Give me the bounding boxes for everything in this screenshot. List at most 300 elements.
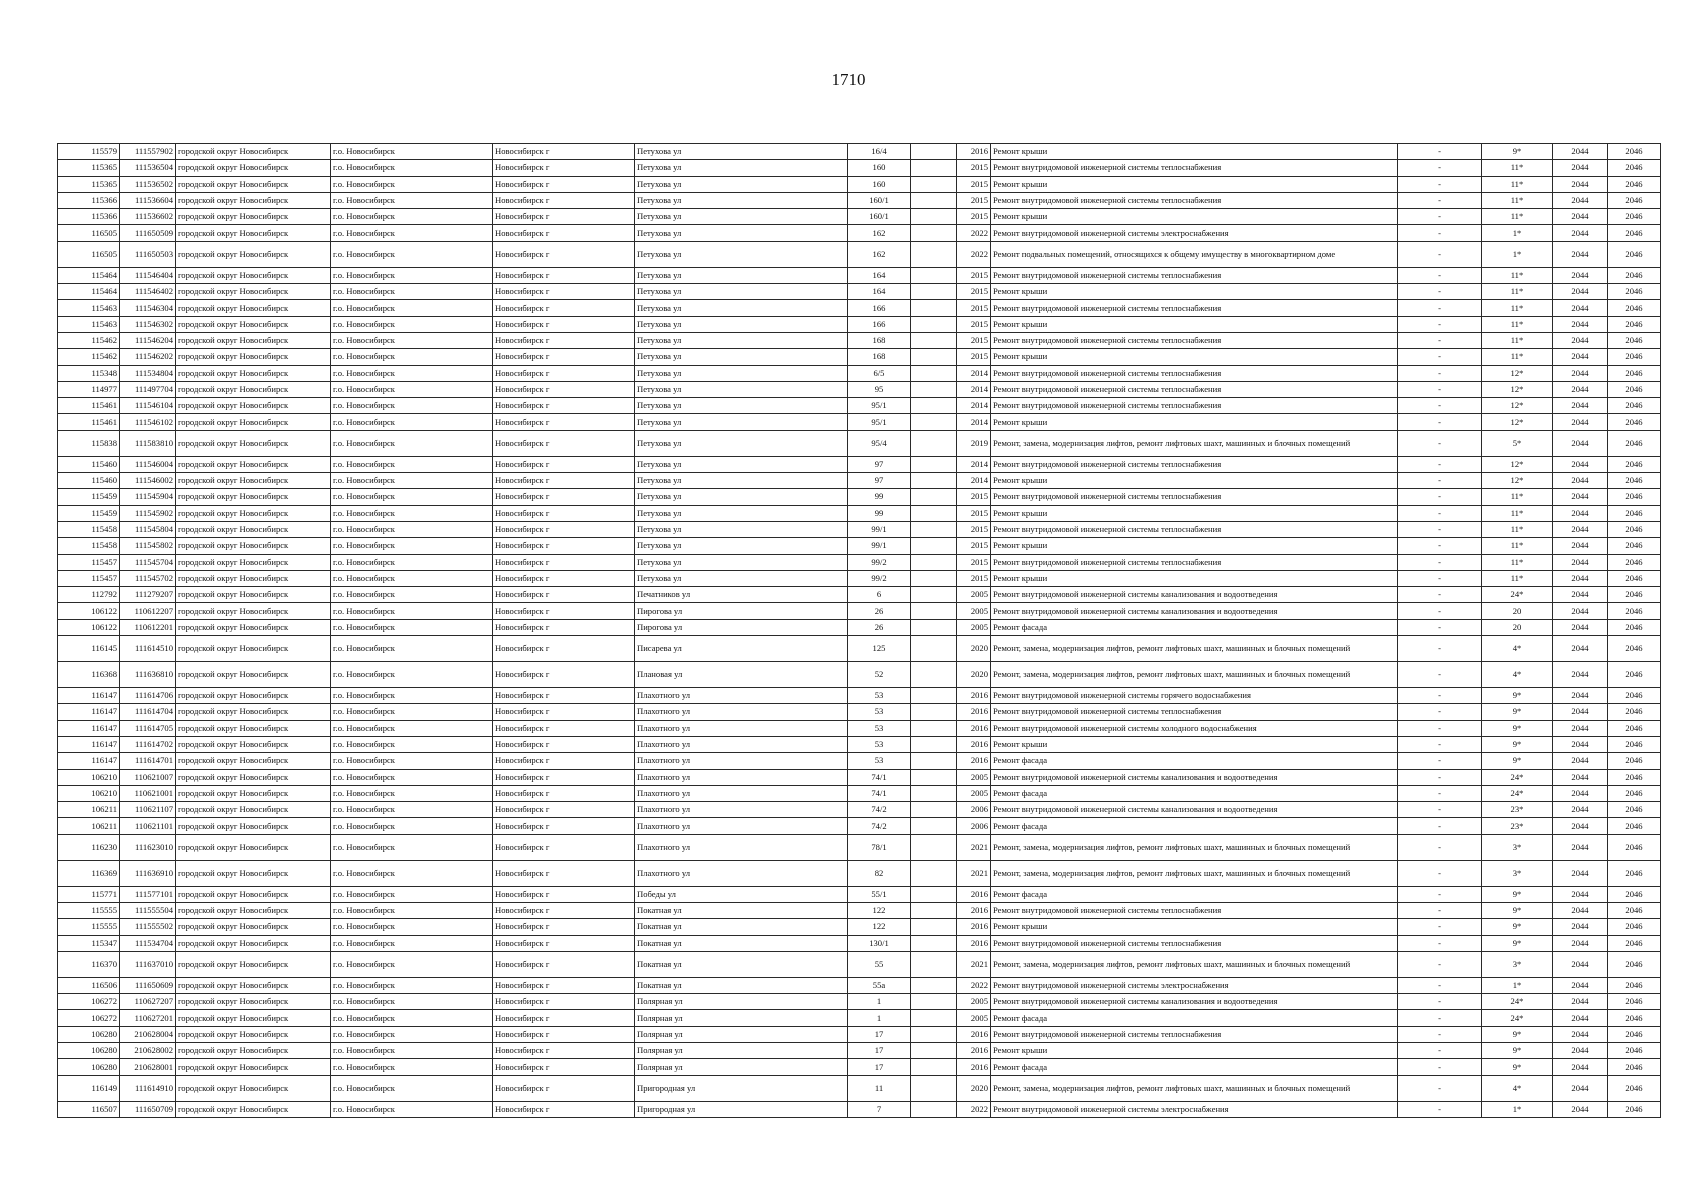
cell-street: Петухова ул <box>635 225 848 241</box>
cell-service-life: 3* <box>1482 951 1553 977</box>
cell-street: Полярная ул <box>635 1010 848 1026</box>
cell-plan-year-start: 2044 <box>1553 769 1608 785</box>
cell-year: 2022 <box>957 977 991 993</box>
cell-locality: Новосибирск г <box>493 1059 635 1075</box>
cell-cost: - <box>1398 300 1482 316</box>
cell-cost: - <box>1398 587 1482 603</box>
table-row <box>58 802 1661 818</box>
cell-work-type: Ремонт внутридомовой инженерной системы теплоснабжения <box>991 902 1398 918</box>
cell-plan-year-end: 2046 <box>1608 994 1661 1010</box>
cell-plan-year-end: 2046 <box>1608 802 1661 818</box>
cell-municipality: г.о. Новосибирск <box>331 176 493 192</box>
cell-house-id: 106122 <box>58 619 120 635</box>
cell-house-id: 116505 <box>58 241 120 267</box>
cell-plan-year-end: 2046 <box>1608 886 1661 902</box>
cell-service-life: 11* <box>1482 349 1553 365</box>
cell-building <box>911 720 957 736</box>
table-row <box>58 720 1661 736</box>
cell-house-id: 115771 <box>58 886 120 902</box>
cell-building <box>911 736 957 752</box>
cell-plan-year-start: 2044 <box>1553 994 1608 1010</box>
cell-building <box>911 977 957 993</box>
cell-municipality: г.о. Новосибирск <box>331 209 493 225</box>
cell-cost: - <box>1398 176 1482 192</box>
table-row <box>58 688 1661 704</box>
cell-plan-year-start: 2044 <box>1553 1059 1608 1075</box>
table-row <box>58 994 1661 1010</box>
cell-house-number: 82 <box>848 860 911 886</box>
cell-street: Петухова ул <box>635 521 848 537</box>
cell-municipality: г.о. Новосибирск <box>331 192 493 208</box>
cell-service-life: 11* <box>1482 521 1553 537</box>
cell-work-type: Ремонт, замена, модернизация лифтов, ремонт лифтовых шахт, машинных и блочных помещений <box>991 636 1398 662</box>
cell-service-life: 11* <box>1482 570 1553 586</box>
cell-municipality: г.о. Новосибирск <box>331 753 493 769</box>
cell-work-type: Ремонт, замена, модернизация лифтов, ремонт лифтовых шахт, машинных и блочных помещений <box>991 860 1398 886</box>
cell-plan-year-start: 2044 <box>1553 1075 1608 1101</box>
cell-plan-year-end: 2046 <box>1608 209 1661 225</box>
table-row <box>58 414 1661 430</box>
cell-service-life: 11* <box>1482 160 1553 176</box>
cell-street: Петухова ул <box>635 398 848 414</box>
cell-municipal-district: городской округ Новосибирск <box>176 1075 331 1101</box>
cell-year: 2015 <box>957 570 991 586</box>
cell-street: Петухова ул <box>635 505 848 521</box>
cell-municipality: г.о. Новосибирск <box>331 587 493 603</box>
cell-house-id: 116368 <box>58 662 120 688</box>
cell-locality: Новосибирск г <box>493 636 635 662</box>
cell-work-id: 110621007 <box>120 769 176 785</box>
cell-plan-year-start: 2044 <box>1553 144 1608 160</box>
cell-house-id: 106210 <box>58 769 120 785</box>
cell-house-number: 17 <box>848 1059 911 1075</box>
cell-building <box>911 414 957 430</box>
cell-plan-year-start: 2044 <box>1553 160 1608 176</box>
cell-street: Плахотного ул <box>635 834 848 860</box>
cell-house-id: 112792 <box>58 587 120 603</box>
cell-street: Плахотного ул <box>635 720 848 736</box>
cell-municipal-district: городской округ Новосибирск <box>176 802 331 818</box>
cell-work-id: 111583810 <box>120 430 176 456</box>
cell-work-id: 111636810 <box>120 662 176 688</box>
cell-year: 2022 <box>957 1101 991 1117</box>
cell-cost: - <box>1398 381 1482 397</box>
cell-plan-year-end: 2046 <box>1608 1010 1661 1026</box>
cell-municipality: г.о. Новосибирск <box>331 636 493 662</box>
cell-municipal-district: городской округ Новосибирск <box>176 300 331 316</box>
cell-building <box>911 860 957 886</box>
cell-house-number: 1 <box>848 1010 911 1026</box>
cell-building <box>911 267 957 283</box>
cell-locality: Новосибирск г <box>493 332 635 348</box>
cell-municipality: г.о. Новосибирск <box>331 1043 493 1059</box>
cell-cost: - <box>1398 192 1482 208</box>
cell-service-life: 9* <box>1482 902 1553 918</box>
cell-locality: Новосибирск г <box>493 456 635 472</box>
cell-house-id: 115460 <box>58 456 120 472</box>
cell-service-life: 9* <box>1482 935 1553 951</box>
cell-cost: - <box>1398 349 1482 365</box>
cell-locality: Новосибирск г <box>493 769 635 785</box>
cell-plan-year-start: 2044 <box>1553 554 1608 570</box>
cell-year: 2016 <box>957 935 991 951</box>
cell-municipality: г.о. Новосибирск <box>331 619 493 635</box>
cell-municipal-district: городской округ Новосибирск <box>176 316 331 332</box>
cell-house-number: 74/2 <box>848 802 911 818</box>
cell-locality: Новосибирск г <box>493 538 635 554</box>
cell-cost: - <box>1398 1010 1482 1026</box>
cell-plan-year-end: 2046 <box>1608 381 1661 397</box>
cell-locality: Новосибирск г <box>493 935 635 951</box>
cell-municipal-district: городской округ Новосибирск <box>176 176 331 192</box>
table-row <box>58 785 1661 801</box>
cell-work-type: Ремонт внутридомовой инженерной системы теплоснабжения <box>991 192 1398 208</box>
cell-municipality: г.о. Новосибирск <box>331 902 493 918</box>
cell-municipal-district: городской округ Новосибирск <box>176 951 331 977</box>
cell-municipality: г.о. Новосибирск <box>331 860 493 886</box>
cell-street: Петухова ул <box>635 570 848 586</box>
cell-year: 2021 <box>957 951 991 977</box>
cell-year: 2015 <box>957 332 991 348</box>
cell-house-number: 17 <box>848 1026 911 1042</box>
cell-work-type: Ремонт крыши <box>991 919 1398 935</box>
cell-work-type: Ремонт крыши <box>991 144 1398 160</box>
cell-year: 2016 <box>957 736 991 752</box>
cell-municipality: г.о. Новосибирск <box>331 398 493 414</box>
cell-service-life: 12* <box>1482 381 1553 397</box>
table-row <box>58 1059 1661 1075</box>
table-row <box>58 316 1661 332</box>
cell-work-type: Ремонт внутридомовой инженерной системы теплоснабжения <box>991 160 1398 176</box>
cell-house-number: 53 <box>848 720 911 736</box>
cell-plan-year-start: 2044 <box>1553 919 1608 935</box>
cell-municipality: г.о. Новосибирск <box>331 473 493 489</box>
cell-plan-year-end: 2046 <box>1608 349 1661 365</box>
cell-street: Петухова ул <box>635 538 848 554</box>
cell-work-type: Ремонт внутридомовой инженерной системы теплоснабжения <box>991 332 1398 348</box>
cell-house-id: 106211 <box>58 818 120 834</box>
cell-municipality: г.о. Новосибирск <box>331 736 493 752</box>
cell-house-number: 53 <box>848 688 911 704</box>
cell-plan-year-end: 2046 <box>1608 300 1661 316</box>
cell-service-life: 11* <box>1482 332 1553 348</box>
cell-service-life: 12* <box>1482 414 1553 430</box>
cell-cost: - <box>1398 241 1482 267</box>
cell-building <box>911 365 957 381</box>
cell-plan-year-end: 2046 <box>1608 267 1661 283</box>
cell-work-id: 111650509 <box>120 225 176 241</box>
cell-house-number: 17 <box>848 1043 911 1059</box>
table-row <box>58 1043 1661 1059</box>
cell-municipality: г.о. Новосибирск <box>331 720 493 736</box>
cell-plan-year-end: 2046 <box>1608 587 1661 603</box>
cell-work-type: Ремонт внутридомовой инженерной системы теплоснабжения <box>991 456 1398 472</box>
cell-work-type: Ремонт внутридомовой инженерной системы электроснабжения <box>991 225 1398 241</box>
cell-work-id: 111614704 <box>120 704 176 720</box>
cell-year: 2021 <box>957 834 991 860</box>
cell-cost: - <box>1398 160 1482 176</box>
cell-cost: - <box>1398 860 1482 886</box>
cell-locality: Новосибирск г <box>493 753 635 769</box>
cell-service-life: 11* <box>1482 505 1553 521</box>
table-row <box>58 473 1661 489</box>
cell-cost: - <box>1398 456 1482 472</box>
cell-work-id: 111279207 <box>120 587 176 603</box>
cell-house-id: 116147 <box>58 688 120 704</box>
cell-work-id: 111545702 <box>120 570 176 586</box>
cell-municipal-district: городской округ Новосибирск <box>176 704 331 720</box>
cell-house-id: 106272 <box>58 994 120 1010</box>
cell-year: 2016 <box>957 688 991 704</box>
cell-house-id: 115838 <box>58 430 120 456</box>
cell-building <box>911 785 957 801</box>
cell-cost: - <box>1398 1075 1482 1101</box>
cell-work-id: 111546302 <box>120 316 176 332</box>
cell-work-type: Ремонт фасада <box>991 753 1398 769</box>
cell-locality: Новосибирск г <box>493 587 635 603</box>
cell-service-life: 11* <box>1482 267 1553 283</box>
cell-locality: Новосибирск г <box>493 886 635 902</box>
table-row <box>58 489 1661 505</box>
cell-year: 2015 <box>957 192 991 208</box>
cell-plan-year-end: 2046 <box>1608 753 1661 769</box>
cell-house-id: 115463 <box>58 316 120 332</box>
cell-work-id: 111546102 <box>120 414 176 430</box>
cell-work-type: Ремонт крыши <box>991 538 1398 554</box>
cell-work-id: 111546202 <box>120 349 176 365</box>
cell-street: Писарева ул <box>635 636 848 662</box>
cell-plan-year-end: 2046 <box>1608 160 1661 176</box>
cell-locality: Новосибирск г <box>493 160 635 176</box>
cell-work-type: Ремонт внутридомовой инженерной системы электроснабжения <box>991 1101 1398 1117</box>
cell-municipal-district: городской округ Новосибирск <box>176 818 331 834</box>
cell-house-id: 115464 <box>58 267 120 283</box>
cell-work-id: 111557902 <box>120 144 176 160</box>
cell-service-life: 9* <box>1482 704 1553 720</box>
cell-house-id: 116147 <box>58 704 120 720</box>
cell-work-type: Ремонт внутридомовой инженерной системы теплоснабжения <box>991 267 1398 283</box>
cell-municipality: г.о. Новосибирск <box>331 704 493 720</box>
cell-work-type: Ремонт крыши <box>991 570 1398 586</box>
cell-year: 2015 <box>957 267 991 283</box>
cell-street: Плахотного ул <box>635 802 848 818</box>
cell-year: 2005 <box>957 785 991 801</box>
cell-street: Плахотного ул <box>635 688 848 704</box>
cell-plan-year-start: 2044 <box>1553 489 1608 505</box>
cell-locality: Новосибирск г <box>493 554 635 570</box>
cell-year: 2020 <box>957 636 991 662</box>
cell-house-number: 130/1 <box>848 935 911 951</box>
cell-service-life: 1* <box>1482 241 1553 267</box>
cell-house-id: 115462 <box>58 332 120 348</box>
cell-house-number: 125 <box>848 636 911 662</box>
cell-cost: - <box>1398 267 1482 283</box>
cell-year: 2016 <box>957 886 991 902</box>
cell-service-life: 11* <box>1482 316 1553 332</box>
cell-house-id: 115459 <box>58 505 120 521</box>
cell-house-id: 115461 <box>58 414 120 430</box>
cell-service-life: 23* <box>1482 818 1553 834</box>
cell-work-type: Ремонт фасада <box>991 886 1398 902</box>
cell-locality: Новосибирск г <box>493 430 635 456</box>
cell-plan-year-end: 2046 <box>1608 225 1661 241</box>
cell-service-life: 24* <box>1482 587 1553 603</box>
cell-plan-year-start: 2044 <box>1553 619 1608 635</box>
table-row <box>58 267 1661 283</box>
cell-municipal-district: городской округ Новосибирск <box>176 144 331 160</box>
table-row <box>58 902 1661 918</box>
cell-building <box>911 935 957 951</box>
cell-cost: - <box>1398 636 1482 662</box>
cell-work-id: 111534804 <box>120 365 176 381</box>
cell-house-number: 74/2 <box>848 818 911 834</box>
cell-locality: Новосибирск г <box>493 505 635 521</box>
cell-plan-year-end: 2046 <box>1608 603 1661 619</box>
cell-service-life: 24* <box>1482 785 1553 801</box>
cell-building <box>911 144 957 160</box>
cell-municipal-district: городской округ Новосибирск <box>176 505 331 521</box>
cell-plan-year-end: 2046 <box>1608 704 1661 720</box>
cell-plan-year-start: 2044 <box>1553 521 1608 537</box>
cell-house-number: 74/1 <box>848 785 911 801</box>
cell-cost: - <box>1398 1026 1482 1042</box>
cell-work-id: 111536604 <box>120 192 176 208</box>
cell-building <box>911 886 957 902</box>
cell-street: Плахотного ул <box>635 785 848 801</box>
cell-work-id: 111546104 <box>120 398 176 414</box>
cell-building <box>911 225 957 241</box>
table-row <box>58 603 1661 619</box>
cell-work-type: Ремонт внутридомовой инженерной системы теплоснабжения <box>991 704 1398 720</box>
cell-street: Плахотного ул <box>635 736 848 752</box>
table-row <box>58 1101 1661 1117</box>
table-row <box>58 935 1661 951</box>
cell-municipality: г.о. Новосибирск <box>331 802 493 818</box>
cell-building <box>911 381 957 397</box>
cell-cost: - <box>1398 332 1482 348</box>
cell-service-life: 9* <box>1482 720 1553 736</box>
cell-municipal-district: городской округ Новосибирск <box>176 241 331 267</box>
cell-building <box>911 769 957 785</box>
table-row <box>58 587 1661 603</box>
cell-house-id: 106280 <box>58 1043 120 1059</box>
cell-work-id: 110612207 <box>120 603 176 619</box>
cell-municipal-district: городской округ Новосибирск <box>176 603 331 619</box>
cell-building <box>911 587 957 603</box>
cell-service-life: 9* <box>1482 886 1553 902</box>
cell-house-id: 116505 <box>58 225 120 241</box>
cell-service-life: 11* <box>1482 300 1553 316</box>
cell-house-id: 115460 <box>58 473 120 489</box>
cell-street: Петухова ул <box>635 554 848 570</box>
cell-municipal-district: городской округ Новосибирск <box>176 902 331 918</box>
cell-municipality: г.о. Новосибирск <box>331 554 493 570</box>
cell-locality: Новосибирск г <box>493 603 635 619</box>
cell-locality: Новосибирск г <box>493 349 635 365</box>
cell-plan-year-start: 2044 <box>1553 570 1608 586</box>
cell-work-type: Ремонт внутридомовой инженерной системы горячего водоснабжения <box>991 688 1398 704</box>
table-row <box>58 886 1661 902</box>
cell-plan-year-start: 2044 <box>1553 316 1608 332</box>
cell-service-life: 23* <box>1482 802 1553 818</box>
cell-municipal-district: городской округ Новосибирск <box>176 365 331 381</box>
cell-year: 2014 <box>957 381 991 397</box>
cell-cost: - <box>1398 570 1482 586</box>
capital-repair-table <box>57 143 1661 1118</box>
cell-cost: - <box>1398 834 1482 860</box>
table-row <box>58 860 1661 886</box>
cell-service-life: 11* <box>1482 489 1553 505</box>
cell-service-life: 12* <box>1482 456 1553 472</box>
cell-plan-year-end: 2046 <box>1608 489 1661 505</box>
table-row <box>58 241 1661 267</box>
cell-locality: Новосибирск г <box>493 570 635 586</box>
cell-municipal-district: городской округ Новосибирск <box>176 662 331 688</box>
table-row <box>58 1075 1661 1101</box>
cell-cost: - <box>1398 414 1482 430</box>
cell-municipal-district: городской округ Новосибирск <box>176 753 331 769</box>
table-row <box>58 919 1661 935</box>
cell-year: 2005 <box>957 619 991 635</box>
cell-work-id: 210628004 <box>120 1026 176 1042</box>
cell-building <box>911 284 957 300</box>
cell-municipal-district: городской округ Новосибирск <box>176 1043 331 1059</box>
cell-plan-year-start: 2044 <box>1553 381 1608 397</box>
cell-house-number: 160 <box>848 176 911 192</box>
cell-work-id: 111536602 <box>120 209 176 225</box>
cell-municipality: г.о. Новосибирск <box>331 489 493 505</box>
cell-municipality: г.о. Новосибирск <box>331 414 493 430</box>
cell-building <box>911 619 957 635</box>
cell-service-life: 12* <box>1482 398 1553 414</box>
cell-plan-year-end: 2046 <box>1608 144 1661 160</box>
cell-plan-year-start: 2044 <box>1553 1043 1608 1059</box>
cell-locality: Новосибирск г <box>493 300 635 316</box>
cell-cost: - <box>1398 284 1482 300</box>
cell-street: Пригородная ул <box>635 1075 848 1101</box>
cell-house-id: 106211 <box>58 802 120 818</box>
cell-municipality: г.о. Новосибирск <box>331 1026 493 1042</box>
cell-locality: Новосибирск г <box>493 994 635 1010</box>
cell-year: 2016 <box>957 1026 991 1042</box>
cell-house-id: 115348 <box>58 365 120 381</box>
cell-street: Петухова ул <box>635 267 848 283</box>
table-row <box>58 636 1661 662</box>
cell-plan-year-start: 2044 <box>1553 603 1608 619</box>
cell-cost: - <box>1398 662 1482 688</box>
cell-house-number: 53 <box>848 753 911 769</box>
cell-building <box>911 662 957 688</box>
cell-cost: - <box>1398 753 1482 769</box>
cell-municipal-district: городской округ Новосибирск <box>176 570 331 586</box>
cell-street: Петухова ул <box>635 489 848 505</box>
cell-street: Покатная ул <box>635 951 848 977</box>
cell-locality: Новосибирск г <box>493 144 635 160</box>
cell-service-life: 9* <box>1482 688 1553 704</box>
cell-house-number: 95/1 <box>848 414 911 430</box>
cell-municipal-district: городской округ Новосибирск <box>176 430 331 456</box>
cell-street: Полярная ул <box>635 1026 848 1042</box>
cell-plan-year-start: 2044 <box>1553 802 1608 818</box>
cell-locality: Новосибирск г <box>493 802 635 818</box>
cell-cost: - <box>1398 1101 1482 1117</box>
cell-house-number: 99/2 <box>848 570 911 586</box>
cell-work-type: Ремонт крыши <box>991 1043 1398 1059</box>
table-row <box>58 951 1661 977</box>
cell-street: Покатная ул <box>635 935 848 951</box>
cell-year: 2014 <box>957 414 991 430</box>
cell-street: Петухова ул <box>635 365 848 381</box>
